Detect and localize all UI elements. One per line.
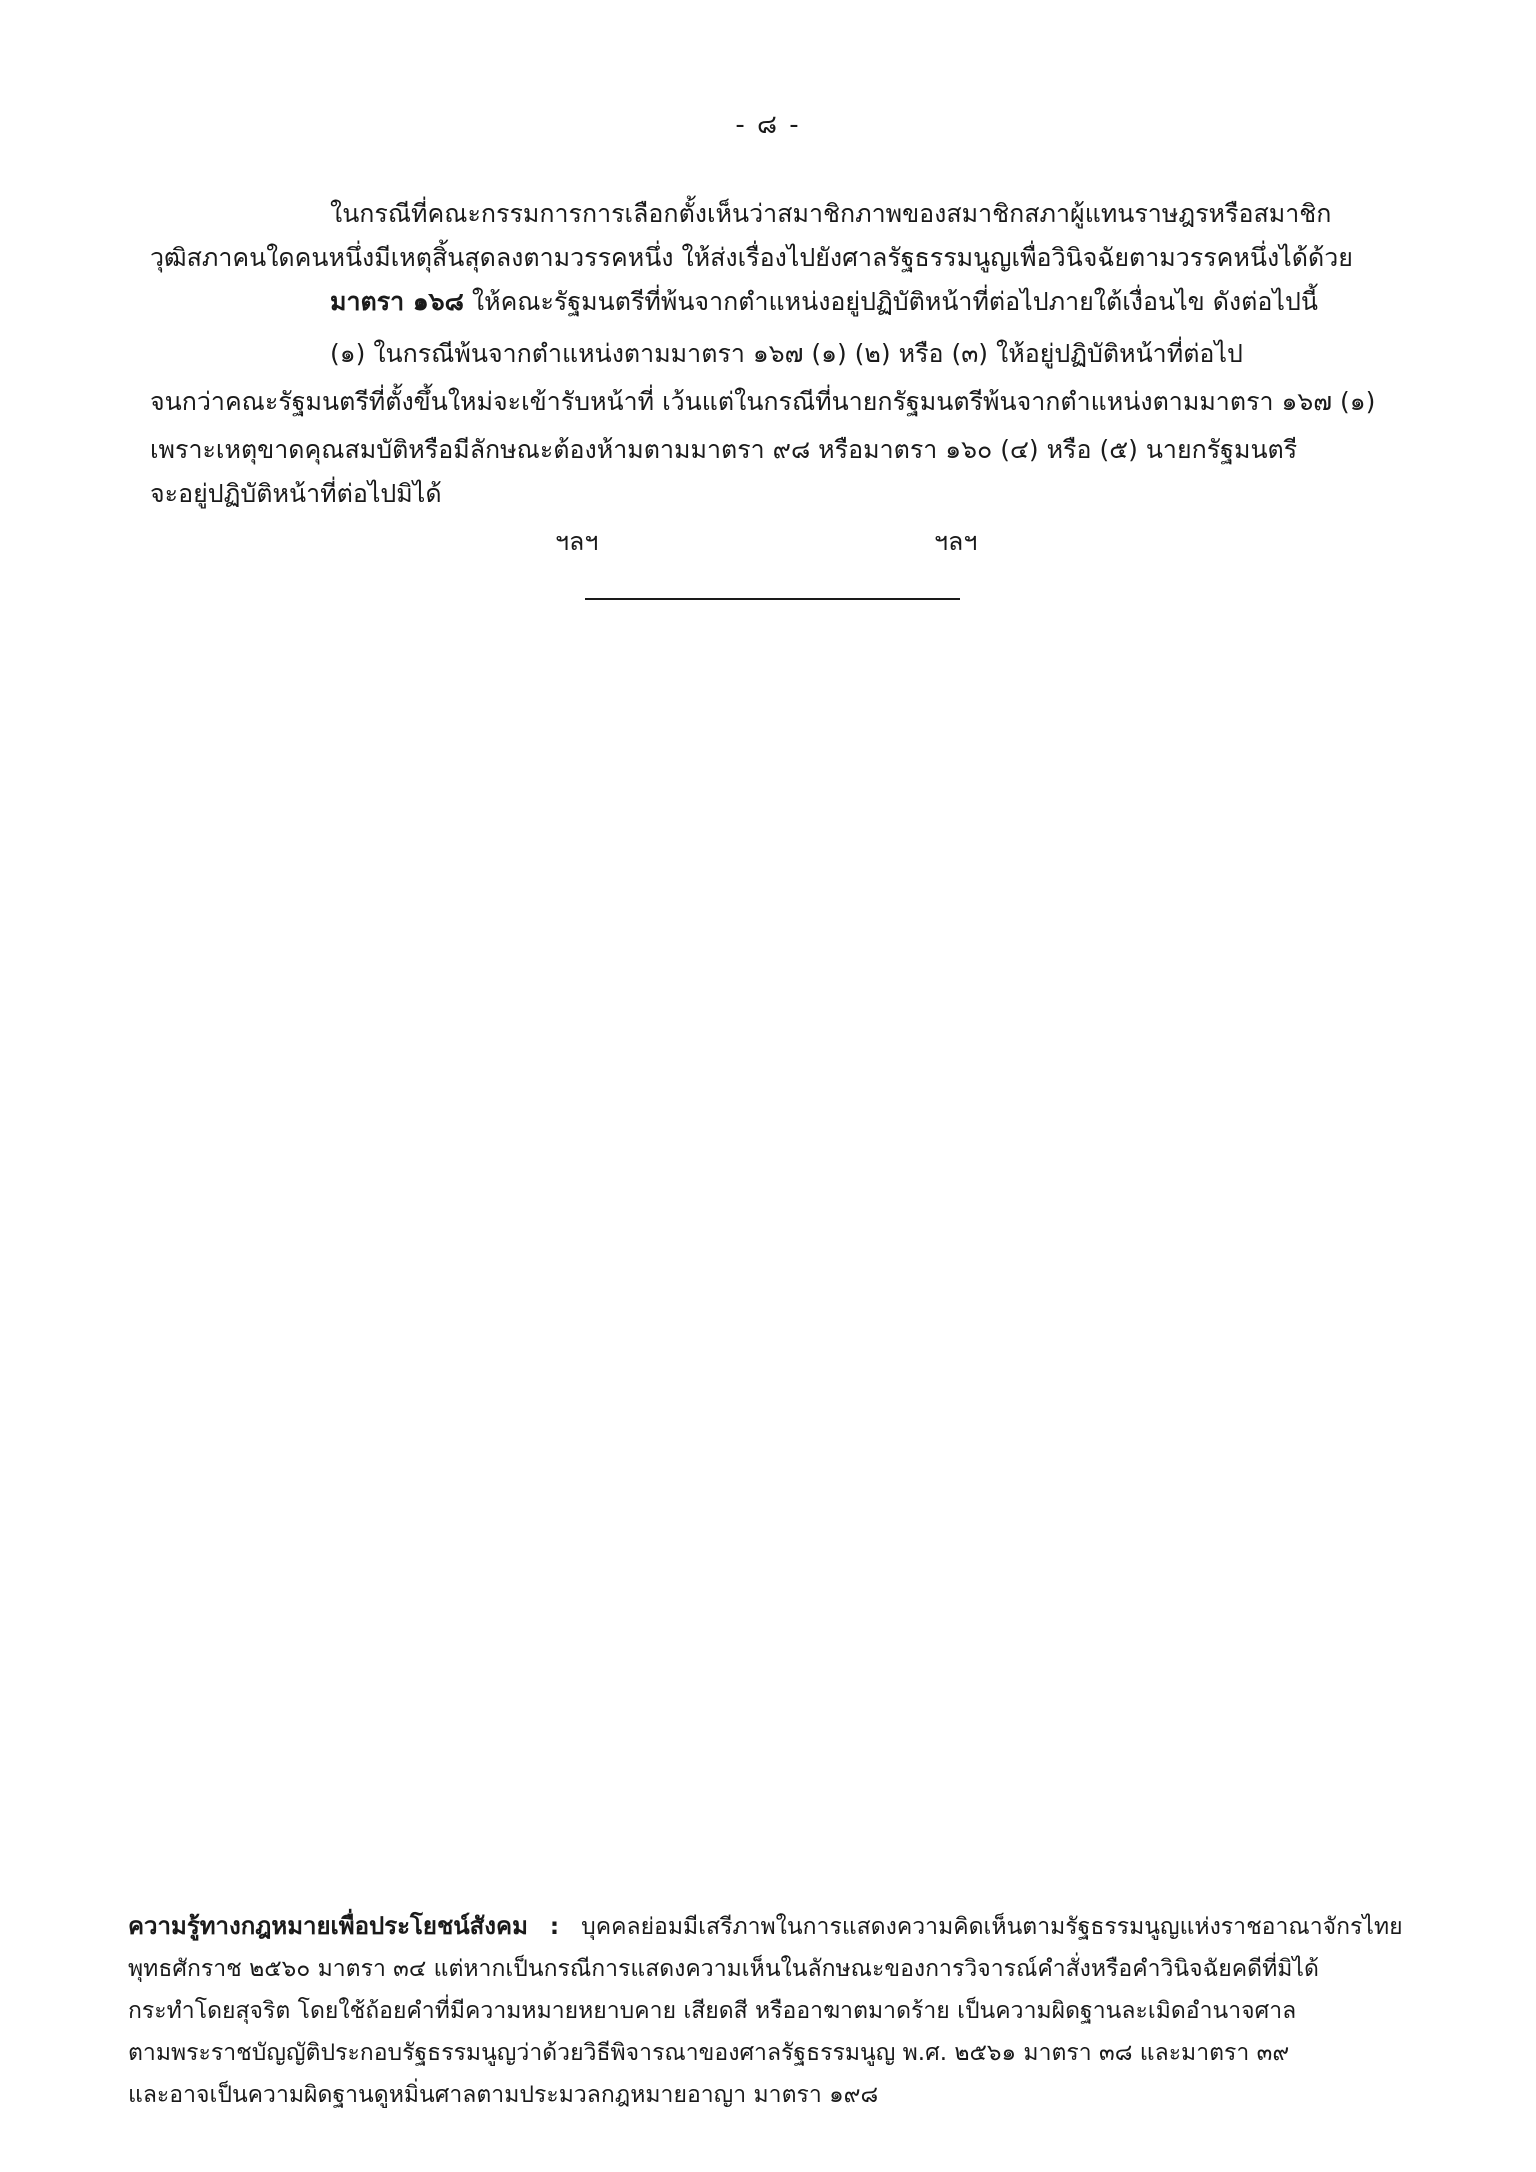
footer-colon: : — [549, 1914, 560, 1940]
item1-line3: เพราะเหตุขาดคุณสมบัติหรือมีลักษณะต้องห้ามตามมาตรา ๙๘ หรือมาตรา ๑๖๐ (๔) หรือ (๕) นายกรัฐมนตรี — [150, 435, 1298, 464]
omission-mark-right: ฯลฯ — [934, 527, 978, 556]
omission-mark-left: ฯลฯ — [555, 527, 599, 556]
footer-line2: พุทธศักราช ๒๕๖๐ มาตรา ๓๔ แต่หากเป็นกรณีการแสดงความเห็นในลักษณะของการวิจารณ์คำสั่งหรือคำวินิจฉัยคดีที่มิได้ — [128, 1956, 1319, 1982]
footer-line3: กระทำโดยสุจริต โดยใช้ถ้อยคำที่มีความหมายหยาบคาย เสียดสี หรืออาฆาตมาดร้าย เป็นความผิดฐานละเมิดอำนาจศาล — [128, 1998, 1297, 2024]
footer-line5: และอาจเป็นความผิดฐานดูหมิ่นศาลตามประมวลกฎหมายอาญา มาตรา ๑๙๘ — [128, 2082, 879, 2108]
item1-line4: จะอยู่ปฏิบัติหน้าที่ต่อไปมิได้ — [150, 479, 442, 508]
section-text: ให้คณะรัฐมนตรีที่พ้นจากตำแหน่งอยู่ปฏิบัติหน้าที่ต่อไปภายใต้เงื่อนไข ดังต่อไปนี้ — [463, 287, 1318, 316]
page-number: - ๘ - — [735, 110, 801, 140]
section-168-line — [330, 280, 1390, 324]
para1-line1: ในกรณีที่คณะกรรมการการเลือกตั้งเห็นว่าสมาชิกภาพของสมาชิกสภาผู้แทนราษฎรหรือสมาชิก — [330, 199, 1332, 228]
footer-heading: ความรู้ทางกฎหมายเพื่อประโยชน์สังคม — [128, 1912, 528, 1940]
footer-line4: ตามพระราชบัญญัติประกอบรัฐธรรมนูญว่าด้วยวิธีพิจารณาของศาลรัฐธรรมนูญ พ.ศ. ๒๕๖๑ มาตรา ๓๘ และมาตรา ๓๙ — [128, 2040, 1290, 2066]
footer-line1 — [128, 1905, 1408, 1948]
divider-line — [585, 598, 960, 600]
para1-line2: วุฒิสภาคนใดคนหนึ่งมีเหตุสิ้นสุดลงตามวรรคหนึ่ง ให้ส่งเรื่องไปยังศาลรัฐธรรมนูญเพื่อวินิจฉัยตามวรรคหนึ่งได้ด้วย — [150, 243, 1353, 272]
section-label: มาตรา ๑๖๘ — [330, 287, 464, 316]
item1-line2: จนกว่าคณะรัฐมนตรีที่ตั้งขึ้นใหม่จะเข้ารับหน้าที่ เว้นแต่ในกรณีที่นายกรัฐมนตรีพ้นจากตำแหน่งตามมาตรา ๑๖๗ (๑) — [150, 387, 1376, 416]
footer-text-line1: บุคคลย่อมมีเสรีภาพในการแสดงความคิดเห็นตามรัฐธรรมนูญแห่งราชอาณาจักรไทย — [581, 1914, 1403, 1940]
legal-knowledge-footer — [128, 1905, 1408, 2116]
item1-line1: (๑) ในกรณีพ้นจากตำแหน่งตามมาตรา ๑๖๗ (๑) (๒) หรือ (๓) ให้อยู่ปฏิบัติหน้าที่ต่อไป — [330, 339, 1243, 368]
